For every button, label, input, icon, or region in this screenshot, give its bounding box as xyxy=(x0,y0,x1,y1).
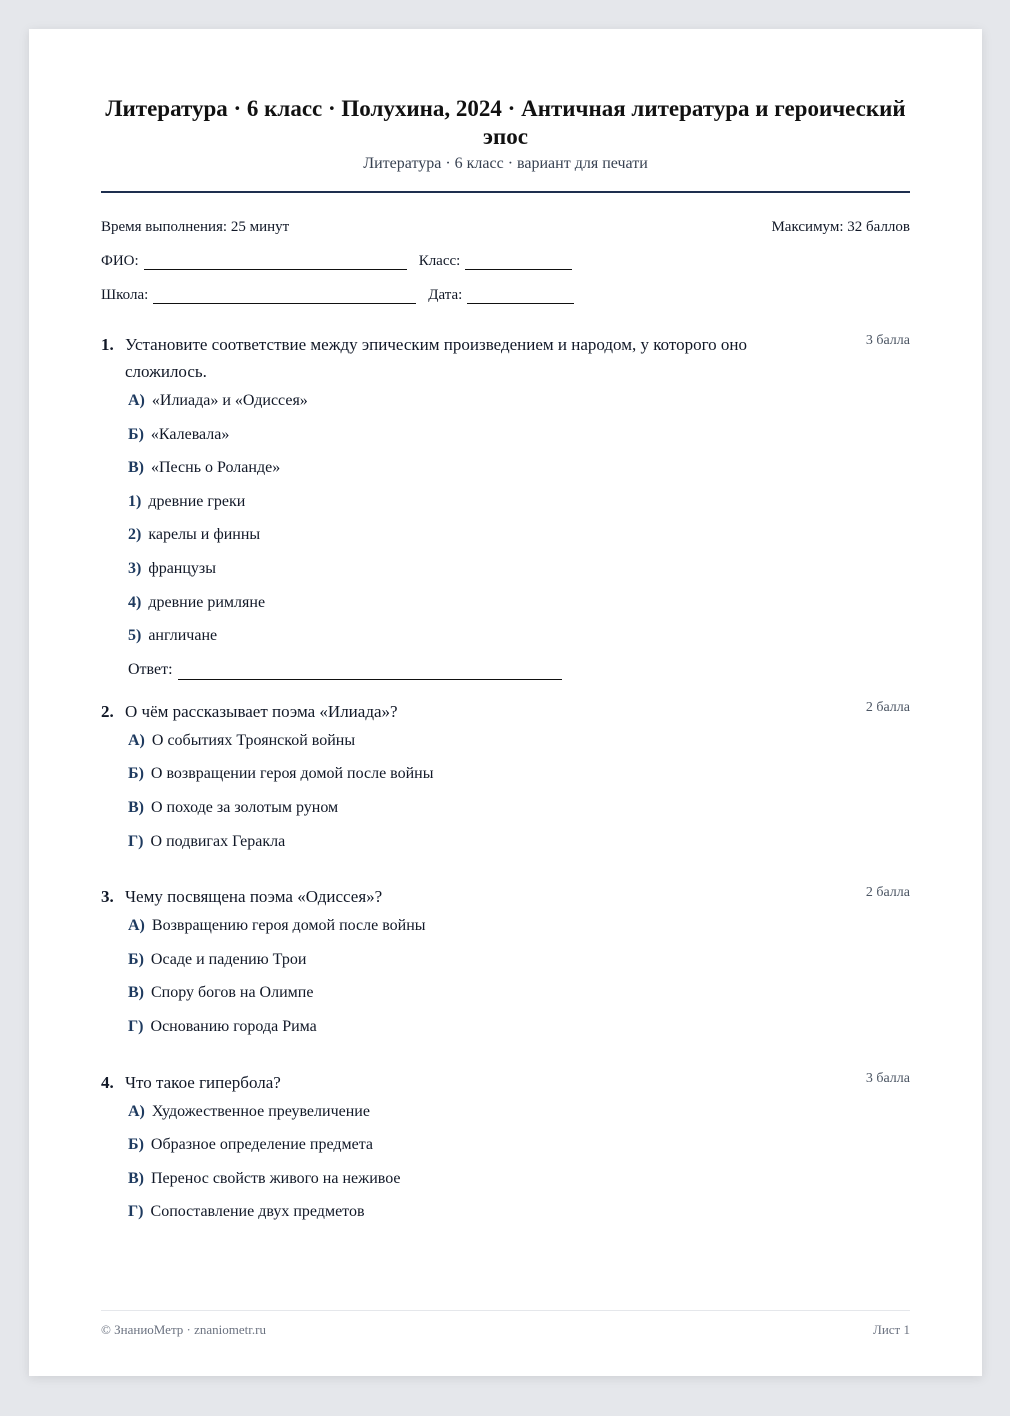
option-text: Возвращению героя домой после войны xyxy=(151,917,426,935)
header-divider xyxy=(101,191,910,193)
date-blank[interactable] xyxy=(467,291,574,304)
student-fields-row-2 xyxy=(101,286,910,304)
option-text: французы xyxy=(148,559,216,577)
option-label: 1) xyxy=(128,492,142,510)
option-label: В) xyxy=(128,459,144,477)
option-text: Осаде и падению Трои xyxy=(150,950,307,968)
option-item[interactable] xyxy=(128,731,910,765)
option-text: Основанию города Рима xyxy=(150,1017,317,1035)
option-text: «Песнь о Роланде» xyxy=(151,459,281,477)
worksheet-header xyxy=(101,29,910,174)
option-label: А) xyxy=(128,917,145,935)
option-text: О возвращении героя домой после войны xyxy=(150,765,434,783)
question-number: 3. xyxy=(101,887,114,907)
question-header xyxy=(101,1069,910,1096)
footer-copyright: © ЗнаниоМетр · znaniometr.ru xyxy=(101,1322,266,1337)
option-item[interactable] xyxy=(128,798,910,832)
option-item[interactable] xyxy=(128,916,910,950)
page-subtitle: Литература · 6 класс · вариант для печати xyxy=(363,155,648,172)
option-label: Г) xyxy=(128,832,144,850)
option-item[interactable] xyxy=(128,1202,910,1236)
max-score: Максимум: 32 баллов xyxy=(771,219,910,235)
option-label: Г) xyxy=(128,1017,144,1035)
date-label: Дата: xyxy=(428,287,463,303)
option-text: Художественное преувеличение xyxy=(151,1102,370,1120)
option-item[interactable] xyxy=(128,832,910,866)
question-header xyxy=(101,698,910,725)
page-footer xyxy=(101,1310,910,1338)
fio-blank[interactable] xyxy=(144,257,407,270)
option-text: О походе за золотым руном xyxy=(151,798,339,816)
student-fields-row-1 xyxy=(101,252,910,270)
option-label: А) xyxy=(128,731,145,749)
question-number: 1. xyxy=(101,335,114,354)
question-header xyxy=(101,331,910,385)
question-text: Что такое гипербола? xyxy=(125,1072,281,1092)
option-text: древние римляне xyxy=(148,593,266,611)
time-limit: Время выполнения: 25 минут xyxy=(101,219,290,235)
question-text: Установите соответствие между эпическим произведением и народом, у которого оно сложилось. xyxy=(125,335,748,381)
footer-page-number: Лист 1 xyxy=(873,1322,910,1337)
meta-row xyxy=(101,218,910,236)
option-text: Образное определение предмета xyxy=(150,1136,373,1154)
option-text: «Илиада» и «Одиссея» xyxy=(151,392,308,409)
class-blank[interactable] xyxy=(465,257,572,270)
option-text: О событиях Троянской войны xyxy=(151,731,356,749)
option-item[interactable] xyxy=(128,1017,910,1051)
option-label: Б) xyxy=(128,1136,144,1154)
option-item[interactable] xyxy=(128,1169,910,1203)
option-text: Спору богов на Олимпе xyxy=(151,984,314,1002)
option-item xyxy=(128,458,910,492)
option-item[interactable] xyxy=(128,1102,910,1136)
option-label: 3) xyxy=(128,559,142,577)
option-item xyxy=(128,425,910,459)
question-1 xyxy=(101,331,910,680)
answer-row xyxy=(128,660,910,680)
option-item[interactable] xyxy=(128,764,910,798)
option-text: Сопоставление двух предметов xyxy=(150,1203,365,1221)
option-item[interactable] xyxy=(128,983,910,1017)
option-item xyxy=(128,525,910,559)
questions-list xyxy=(101,331,910,1236)
worksheet-page xyxy=(29,29,982,1376)
question-points: 2 балла xyxy=(865,885,910,901)
question-text: О чём рассказывает поэма «Илиада»? xyxy=(125,701,398,721)
option-text: древние греки xyxy=(148,492,246,510)
option-label: В) xyxy=(128,798,144,816)
option-label: 4) xyxy=(128,593,142,611)
option-label: В) xyxy=(128,984,144,1002)
options-list xyxy=(128,916,910,1050)
fio-label: ФИО: xyxy=(101,253,139,269)
option-label: А) xyxy=(128,392,145,409)
options-list xyxy=(128,1102,910,1236)
page-title: Литература · 6 класс · Полухина, 2024 · Античная литература и героический эпос xyxy=(105,96,906,149)
option-label: Б) xyxy=(128,950,144,968)
question-points: 3 балла xyxy=(865,333,910,348)
question-3 xyxy=(101,883,910,1050)
option-item xyxy=(128,391,910,425)
option-item xyxy=(128,626,910,660)
question-number: 2. xyxy=(101,701,114,721)
option-text: Перенос свойств живого на неживое xyxy=(151,1169,401,1187)
options-list xyxy=(128,391,910,680)
option-text: карелы и финны xyxy=(148,526,261,544)
question-points: 2 балла xyxy=(865,699,910,715)
option-text: англичане xyxy=(148,627,218,645)
question-2 xyxy=(101,698,910,865)
school-blank[interactable] xyxy=(153,291,416,304)
question-text: Чему посвящена поэма «Одиссея»? xyxy=(125,887,383,907)
option-label: 2) xyxy=(128,526,142,544)
option-item[interactable] xyxy=(128,1135,910,1169)
question-points: 3 балла xyxy=(865,1070,910,1086)
option-text: О подвигах Геракла xyxy=(150,832,286,850)
question-number: 4. xyxy=(101,1072,114,1092)
option-label: 5) xyxy=(128,627,142,645)
option-item[interactable] xyxy=(128,950,910,984)
option-item xyxy=(128,492,910,526)
option-text: «Калевала» xyxy=(150,425,230,443)
answer-label: Ответ: xyxy=(128,660,173,678)
option-label: А) xyxy=(128,1102,145,1120)
option-item xyxy=(128,559,910,593)
options-list xyxy=(128,731,910,865)
option-label: В) xyxy=(128,1169,144,1187)
class-label: Класс: xyxy=(418,253,461,269)
option-item xyxy=(128,593,910,627)
answer-blank[interactable] xyxy=(178,667,562,680)
school-label: Школа: xyxy=(101,287,149,303)
question-4 xyxy=(101,1069,910,1236)
option-label: Б) xyxy=(128,765,144,783)
option-label: Б) xyxy=(128,425,144,443)
question-header xyxy=(101,883,910,910)
option-label: Г) xyxy=(128,1203,144,1221)
